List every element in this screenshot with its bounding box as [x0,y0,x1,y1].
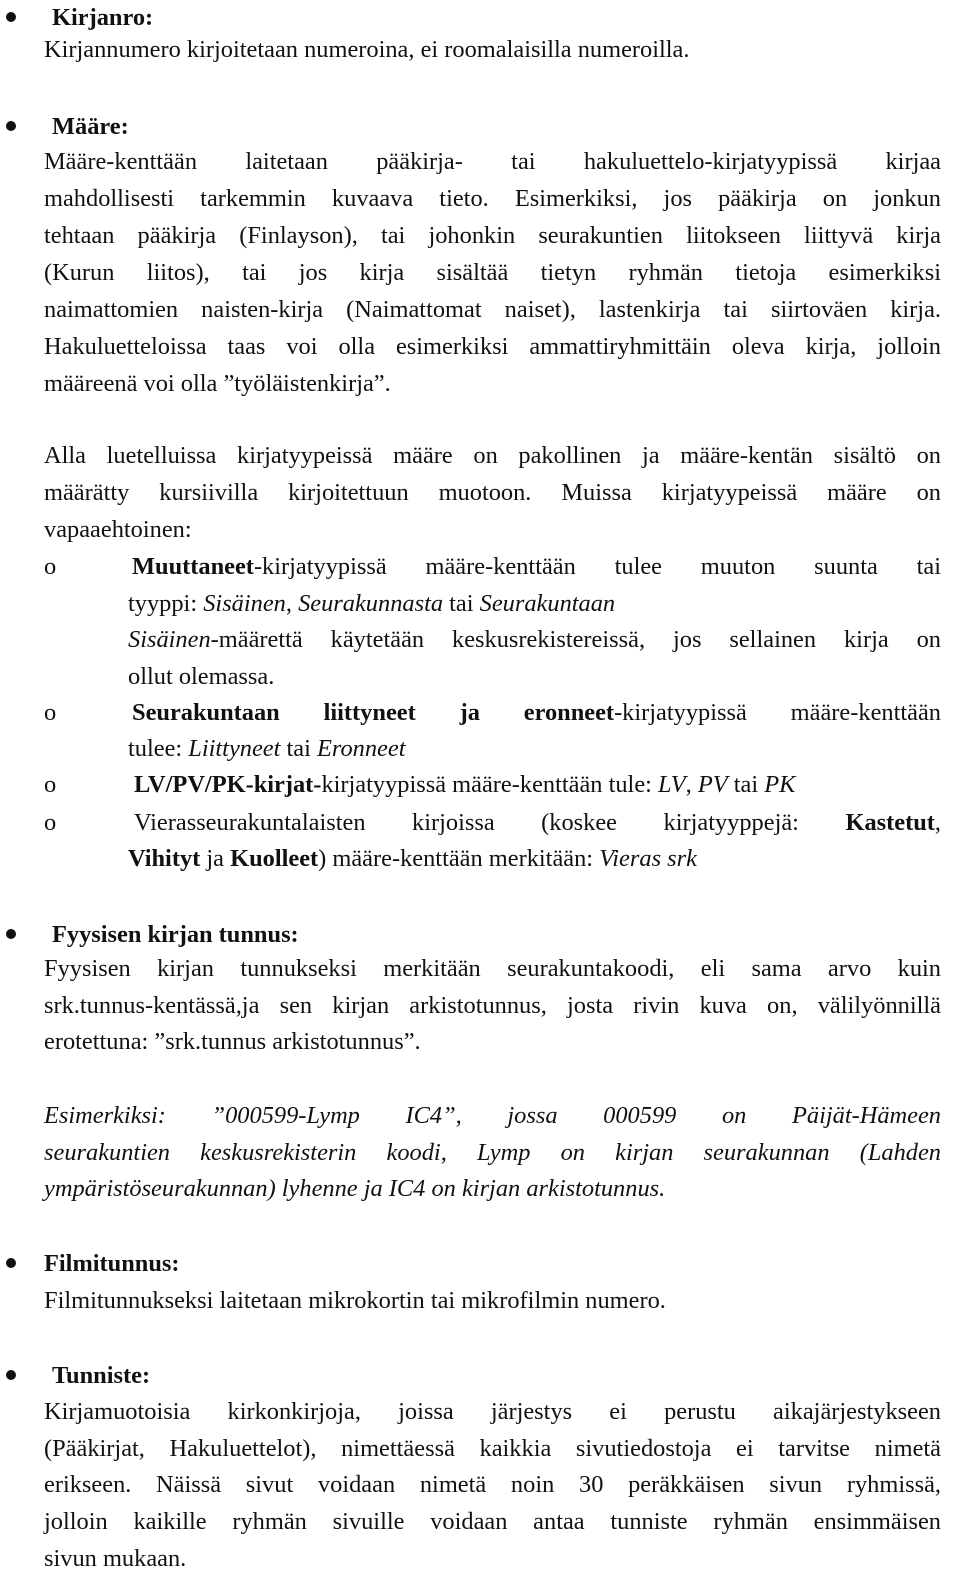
fyysinen-line: erotettuna: ”srk.tunnus arkistotunnus”. [44,1028,421,1055]
maare-p1-line: (Kurun liitos), tai jos kirja sisältää tietyn ryhmän tietoja esimerkiksi [44,259,941,286]
item3-v2: PV [697,771,728,798]
tunniste-line: sivun mukaan. [44,1545,187,1572]
bullet-icon [6,929,16,939]
fyysinen-line: srk.tunnus-kentässä,ja sen kirjan arkistotunnus, josta rivin kuva on, välilyönnillä [44,992,941,1019]
example-line [44,1171,941,1207]
item2-l2-pre: tulee: [128,735,189,762]
item3-sep2: tai [727,771,765,798]
item1-line1 [132,549,941,585]
item1-line3 [128,622,941,658]
item3-v3: PK [764,771,796,798]
filmitunnus-text: Filmitunnukseksi laitetaan mikrokortin tai mikrofilmin numero. [44,1287,666,1314]
example-text: Esimerkiksi: ”000599-Lymp IC4”, jossa 000599 on Päijät-Hämeen [44,1102,941,1129]
item1-sep2: tai [443,590,480,617]
maare-p1-line: tehtaan pääkirja (Finlayson), tai johonkin seurakuntien liitokseen liittyvä kirja [44,222,941,249]
filmitunnus-heading: Filmitunnus: [44,1250,180,1277]
item2-v1: Liittyneet [188,735,281,762]
item1-l3-rest: -määrettä käytetään keskusrekistereissä, jos sellainen kirja on [210,626,941,653]
item4-v: Vieras srk [599,845,697,872]
item3-line1 [134,767,947,803]
item4-b1: Kastetut [845,809,935,836]
tunniste-heading: Tunniste: [52,1362,151,1389]
list-marker: o [44,553,57,580]
example-line [44,1098,941,1134]
item2-rest: -kirjatyypissä määre-kenttään [614,699,941,726]
item1-bold: Muuttaneet [132,553,254,580]
bullet-icon [6,12,16,22]
tunniste-line: (Pääkirjat, Hakuluettelot), nimettäessä kaikkia sivutiedostoja ei tarvitse nimetä [44,1435,941,1462]
maare-p1-line: mahdollisesti tarkemmin kuvaava tieto. Esimerkiksi, jos pääkirja on jonkun [44,185,941,212]
example-text: seurakuntien keskusrekisterin koodi, Lymp on kirjan seurakunnan (Lahden [44,1139,941,1166]
item3-bold: LV/PV/PK-kirjat- [134,771,322,798]
item4-c3: ) määre-kenttään merkitään: [318,845,600,872]
item2-line1 [132,695,941,731]
bullet-icon [6,1370,16,1380]
item1-rest: -kirjatyypissä määre-kenttään tulee muuton suunta tai [253,553,941,580]
item1-line4: ollut olemassa. [128,663,275,690]
item1-v3: Seurakuntaan [479,590,616,617]
item4-b3: Kuolleet [230,845,319,872]
list-marker: o [44,809,57,836]
item4-c2: ja [200,845,231,872]
item3-sep1: , [685,771,698,798]
tunniste-line: erikseen. Näissä sivut voidaan nimetä noin 30 peräkkäisen sivun ryhmissä, [44,1471,941,1498]
maare-heading: Määre: [52,113,129,140]
item4-line2 [128,841,941,877]
fyysinen-heading: Fyysisen kirjan tunnus: [52,921,299,948]
bullet-icon [6,1258,16,1268]
item1-l3-it: Sisäinen [128,626,211,653]
example-line [44,1135,941,1171]
item3-v1: LV [658,771,686,798]
maare-p1-line: Määre-kenttään laitetaan pääkirja- tai hakuluettelo-kirjatyypissä kirjaa [44,148,941,175]
item1-v1: Sisäinen [203,590,286,617]
bullet-icon [6,121,16,131]
item4-b2: Vihityt [128,845,201,872]
tunniste-line: jolloin kaikille ryhmän sivuille voidaan antaa tunniste ryhmän ensimmäisen [44,1508,941,1535]
maare-p2-line: määrätty kursiivilla kirjoitettuun muotoon. Muissa kirjatyypeissä määre on [44,479,941,506]
maare-p1-line: naimattomien naisten-kirja (Naimattomat naiset), lastenkirja tai siirtoväen kirja. [44,296,941,323]
item4-c1: , [934,809,941,836]
item4-l1: Vierasseurakuntalaisten kirjoissa (koskee kirjatyyppejä: [134,809,846,836]
maare-p1-line: Hakuluetteloissa taas voi olla esimerkiksi ammattiryhmittäin oleva kirja, jolloin [44,333,941,360]
maare-p2-line: Alla luetelluissa kirjatyypeissä määre on pakollinen ja määre-kentän sisältö on [44,442,941,469]
tunniste-line: Kirjamuotoisia kirkonkirjoja, joissa järjestys ei perustu aikajärjestykseen [44,1398,941,1425]
list-marker: o [44,699,57,726]
item2-bold: Seurakuntaan liittyneet ja eronneet [132,699,615,726]
item1-l2-pre: tyyppi: [128,590,204,617]
item2-line2 [128,731,941,767]
item4-line1 [134,805,941,841]
item2-v2: Eronneet [316,735,406,762]
item2-sep: tai [280,735,317,762]
maare-p1-line: määreenä voi olla ”työläistenkirja”. [44,370,391,397]
item3-rest: kirjatyypissä määre-kenttään tule: [321,771,659,798]
item1-sep1: , [285,590,299,617]
item1-v2: Seurakunnasta [298,590,444,617]
fyysinen-line: Fyysisen kirjan tunnukseksi merkitään seurakuntakoodi, eli sama arvo kuin [44,955,941,982]
kirjanro-text: Kirjannumero kirjoitetaan numeroina, ei roomalaisilla numeroilla. [44,36,690,63]
maare-p2-line: vapaaehtoinen: [44,516,192,543]
item1-line2 [128,586,941,622]
list-marker: o [44,771,57,798]
kirjanro-heading: Kirjanro: [52,4,154,31]
example-text: ympäristöseurakunnan) lyhenne ja IC4 on kirjan arkistotunnus. [44,1175,666,1202]
